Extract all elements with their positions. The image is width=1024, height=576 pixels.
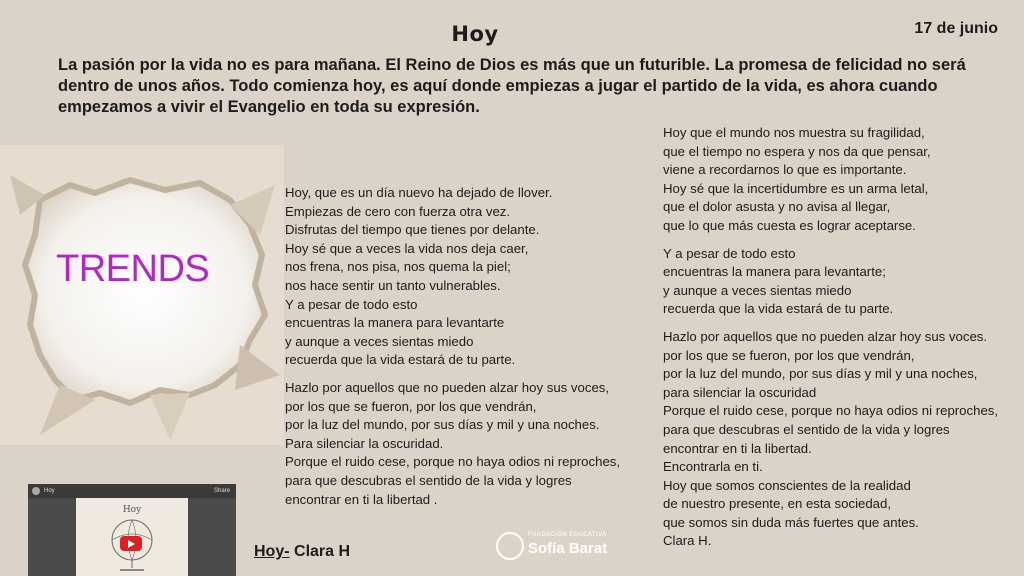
video-thumb-text: Hoy xyxy=(122,505,142,515)
poem-line: encuentras la manera para levantarte xyxy=(285,315,505,331)
poem-line: que somos sin duda más fuertes que antes. xyxy=(663,514,919,530)
poem-line: por la luz del mundo, por sus días y mil y una noches. xyxy=(285,417,600,433)
date-label: 17 de junio xyxy=(914,20,998,37)
poem-line: que lo que más cuesta es lograr aceptarse. xyxy=(663,217,916,233)
poem-right-stanza-3 xyxy=(663,328,998,551)
play-button-icon[interactable] xyxy=(120,536,142,551)
poem-line: para que descubras el sentido de la vida y logres xyxy=(663,421,950,437)
poem-line: por los que se fueron, por los que vendrán, xyxy=(285,398,537,414)
poem-line: Porque el ruido cese, porque no haya odios ni reproches, xyxy=(663,403,999,419)
video-title[interactable]: Hoy xyxy=(44,488,55,494)
poem-line: Hoy que somos conscientes de la realidad xyxy=(663,477,911,493)
caption xyxy=(254,543,350,561)
poem-line: Hoy sé que a veces la vida nos deja caer, xyxy=(285,240,529,256)
poem-line: Hazlo por aquellos que no pueden alzar hoy sus voces. xyxy=(663,328,988,344)
poem-line: de nuestro presente, en esta sociedad, xyxy=(663,496,892,512)
poem-right-stanza-1 xyxy=(663,124,998,236)
logo-subtitle: FUNDACIÓN EDUCATIVA xyxy=(528,532,607,538)
poem-line: Hazlo por aquellos que no pueden alzar hoy sus voces, xyxy=(285,379,610,395)
poem-line: que el dolor asusta y no avisa al llegar, xyxy=(663,199,891,215)
poem-line: por los que se fueron, por los que vendrán, xyxy=(663,347,915,363)
poem-line: recuerda que la vida estará de tu parte. xyxy=(285,352,516,368)
poem-line: Y a pesar de todo esto xyxy=(285,296,418,312)
poem-line: Hoy sé que la incertidumbre es un arma letal, xyxy=(663,180,929,196)
poem-line: Empiezas de cero con fuerza otra vez. xyxy=(285,203,511,219)
poem-left-column xyxy=(285,184,620,518)
poem-right-stanza-2 xyxy=(663,245,998,319)
poem-line: y aunque a veces sientas miedo xyxy=(285,333,474,349)
video-top-bar xyxy=(28,484,236,498)
poem-line: para que descubras el sentido de la vida y logres xyxy=(285,472,572,488)
intro-paragraph: La pasión por la vida no es para mañana. El Reino de Dios es más que un futurible. La promesa de felicidad no será dentro de unos años. Todo comienza hoy, es aquí donde empiezas a jugar el partido de la vida, es ahora cuando empezamos a vivir el Evangelio en toda su expresión. xyxy=(58,56,966,116)
video-embed[interactable] xyxy=(28,484,236,576)
poem-line: para silenciar la oscuridad xyxy=(663,384,817,400)
poem-line: que el tiempo no espera y nos da que pensar, xyxy=(663,143,931,159)
poem-line: recuerda que la vida estará de tu parte. xyxy=(663,301,894,317)
logo-name: Sofía Barat xyxy=(528,540,608,557)
poem-line: encuentras la manera para levantarte; xyxy=(663,264,886,280)
poem-line: por la luz del mundo, por sus días y mil y una noches, xyxy=(663,366,978,382)
trends-label: TRENDS xyxy=(56,248,210,290)
caption-author: Clara H xyxy=(289,543,351,560)
poem-line: Porque el ruido cese, porque no haya odios ni reproches, xyxy=(285,454,621,470)
poem-line: Clara H. xyxy=(663,533,712,549)
poem-line: y aunque a veces sientas miedo xyxy=(663,282,852,298)
poem-line: encontrar en ti la libertad. xyxy=(663,440,812,456)
poem-left-stanza-1 xyxy=(285,184,620,370)
poem-line: viene a recordarnos lo que es importante. xyxy=(663,162,907,178)
poem-line: nos hace sentir un tanto vulnerables. xyxy=(285,277,501,293)
poem-line: Encontrarla en ti. xyxy=(663,459,763,475)
poem-left-stanza-2 xyxy=(285,379,620,509)
poem-line: Hoy, que es un día nuevo ha dejado de llover. xyxy=(285,185,553,200)
caption-link[interactable]: Hoy- xyxy=(254,543,290,560)
video-letterbox-right xyxy=(188,498,236,576)
torn-paper-image xyxy=(0,145,284,445)
video-letterbox-left xyxy=(28,498,76,576)
page-title: Hoy xyxy=(451,22,499,46)
poem-line: Hoy que el mundo nos muestra su fragilidad, xyxy=(663,125,925,140)
channel-avatar[interactable] xyxy=(32,487,40,495)
poem-line: Disfrutas del tiempo que tienes por delante. xyxy=(285,222,540,238)
poem-line: encontrar en ti la libertad . xyxy=(285,491,438,507)
foundation-logo-icon xyxy=(496,532,524,560)
poem-line: nos frena, nos pisa, nos quema la piel; xyxy=(285,259,511,275)
video-thumbnail[interactable] xyxy=(76,498,188,576)
poem-line: Para silenciar la oscuridad. xyxy=(285,435,444,451)
poem-right-column xyxy=(663,124,998,560)
share-button[interactable]: Share xyxy=(213,488,230,494)
poem-line: Y a pesar de todo esto xyxy=(663,245,796,261)
